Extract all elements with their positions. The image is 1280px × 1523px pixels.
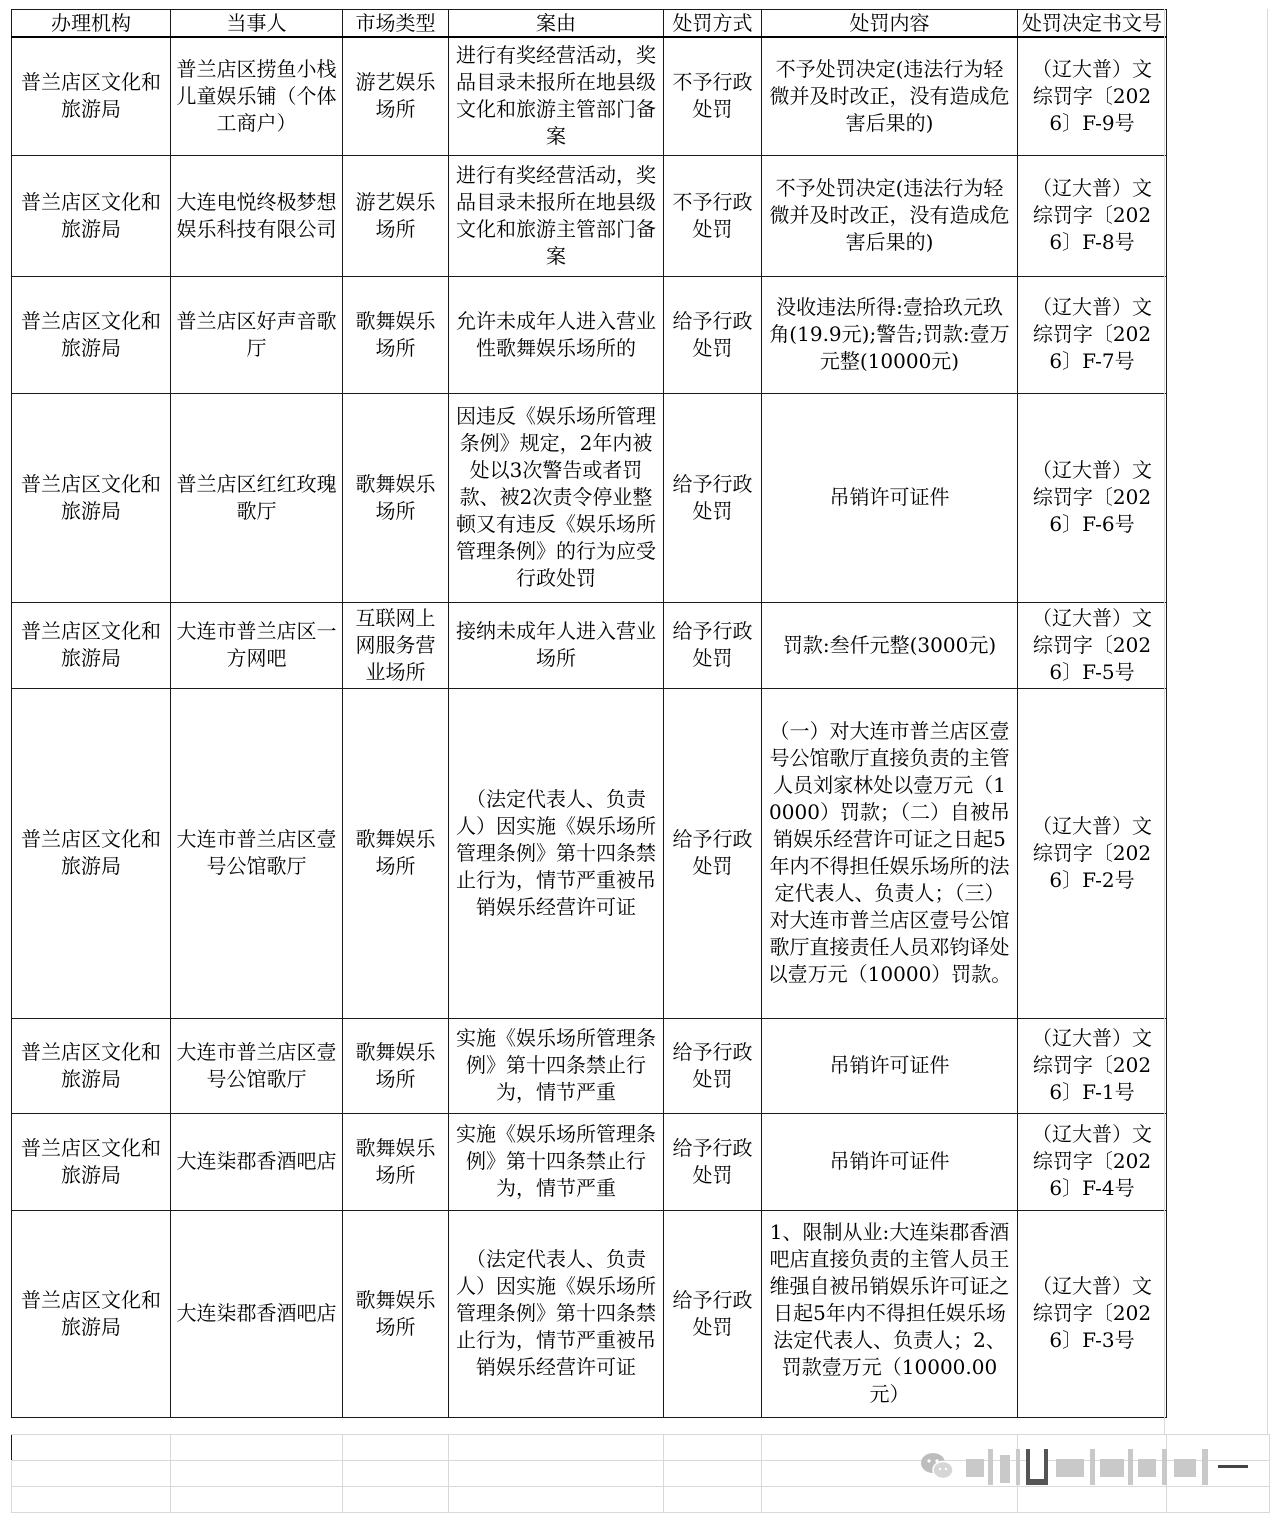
cell-method[interactable]: 给予行政处罚: [664, 1113, 762, 1210]
cell-market[interactable]: 歌舞娱乐场所: [343, 393, 449, 602]
cell-party[interactable]: 大连电悦终极梦想娱乐科技有限公司: [171, 155, 343, 276]
cell-docno[interactable]: （辽大普）文综罚字〔2026〕F-5号: [1018, 602, 1167, 688]
header-org[interactable]: 办理机构: [12, 10, 171, 38]
cell-org[interactable]: 普兰店区文化和旅游局: [12, 602, 171, 688]
cell-content[interactable]: 不予处罚决定(违法行为轻微并及时改正，没有造成危害后果的): [762, 155, 1018, 276]
cell-method[interactable]: 给予行政处罚: [664, 1210, 762, 1417]
grid-line: [1164, 9, 1165, 1435]
cell-market[interactable]: 歌舞娱乐场所: [343, 1018, 449, 1113]
header-market[interactable]: 市场类型: [343, 10, 449, 38]
header-docno[interactable]: 处罚决定书文号: [1018, 10, 1167, 38]
empty-cell[interactable]: [343, 1487, 449, 1513]
empty-cell[interactable]: [664, 1487, 762, 1513]
table-row: [12, 1210, 1167, 1417]
table-row: [12, 688, 1167, 1018]
cell-docno[interactable]: （辽大普）文综罚字〔2026〕F-2号: [1018, 688, 1167, 1018]
cell-method[interactable]: 给予行政处罚: [664, 393, 762, 602]
cell-org[interactable]: 普兰店区文化和旅游局: [12, 1113, 171, 1210]
cell-market[interactable]: 互联网上网服务营业场所: [343, 602, 449, 688]
cell-org[interactable]: 普兰店区文化和旅游局: [12, 276, 171, 393]
cell-content[interactable]: 1、限制从业:大连柒郡香酒吧店直接负责的主管人员王维强自被吊销娱乐许可证之日起5年内不得担任娱乐场法定代表人、负责人；2、罚款壹万元（10000.00元）: [762, 1210, 1018, 1417]
empty-cell[interactable]: [449, 1487, 664, 1513]
cell-content[interactable]: 没收违法所得:壹拾玖元玖角(19.9元);警告;罚款:壹万元整(10000元): [762, 276, 1018, 393]
empty-cell[interactable]: [343, 1461, 449, 1487]
empty-cell[interactable]: [12, 1461, 171, 1487]
empty-cell[interactable]: [343, 1435, 449, 1461]
cell-reason[interactable]: （法定代表人、负责人）因实施《娱乐场所管理条例》第十四条禁止行为，情节严重被吊销娱乐经营许可证: [449, 1210, 664, 1417]
cell-party[interactable]: 普兰店区捞鱼小栈儿童娱乐铺（个体工商户）: [171, 37, 343, 155]
header-content[interactable]: 处罚内容: [762, 10, 1018, 38]
table-row: [12, 276, 1167, 393]
empty-cell[interactable]: [449, 1461, 664, 1487]
cell-reason[interactable]: 进行有奖经营活动，奖品目录未报所在地县级文化和旅游主管部门备案: [449, 37, 664, 155]
empty-cell[interactable]: [171, 1435, 343, 1461]
empty-cell[interactable]: [664, 1461, 762, 1487]
cell-method[interactable]: 给予行政处罚: [664, 688, 762, 1018]
header-row: [12, 10, 1167, 38]
cell-market[interactable]: 歌舞娱乐场所: [343, 1113, 449, 1210]
empty-cell[interactable]: [12, 1435, 171, 1461]
cell-content[interactable]: 罚款:叁仟元整(3000元): [762, 602, 1018, 688]
cell-org[interactable]: 普兰店区文化和旅游局: [12, 1018, 171, 1113]
cell-docno[interactable]: （辽大普）文综罚字〔2026〕F-7号: [1018, 276, 1167, 393]
table-body: [12, 37, 1167, 1417]
table-row: [12, 155, 1167, 276]
cell-market[interactable]: 歌舞娱乐场所: [343, 688, 449, 1018]
cell-market[interactable]: 歌舞娱乐场所: [343, 276, 449, 393]
cell-market[interactable]: 歌舞娱乐场所: [343, 1210, 449, 1417]
wechat-logo-icon: [920, 1451, 954, 1481]
cell-docno[interactable]: （辽大普）文综罚字〔2026〕F-6号: [1018, 393, 1167, 602]
cell-org[interactable]: 普兰店区文化和旅游局: [12, 1210, 171, 1417]
cell-content[interactable]: 吊销许可证件: [762, 1113, 1018, 1210]
header-reason[interactable]: 案由: [449, 10, 664, 38]
cell-org[interactable]: 普兰店区文化和旅游局: [12, 155, 171, 276]
cell-method[interactable]: 给予行政处罚: [664, 602, 762, 688]
cell-reason[interactable]: 接纳未成年人进入营业场所: [449, 602, 664, 688]
cell-market[interactable]: 游艺娱乐场所: [343, 155, 449, 276]
cell-method[interactable]: 不予行政处罚: [664, 37, 762, 155]
header-method[interactable]: 处罚方式: [664, 10, 762, 38]
cell-reason[interactable]: 因违反《娱乐场所管理条例》规定，2年内被处以3次警告或者罚款、被2次责令停业整顿又有违反《娱乐场所管理条例》的行为应受行政处罚: [449, 393, 664, 602]
cell-method[interactable]: 给予行政处罚: [664, 276, 762, 393]
table-row: [12, 37, 1167, 155]
cell-org[interactable]: 普兰店区文化和旅游局: [12, 688, 171, 1018]
cell-party[interactable]: 大连市普兰店区一方网吧: [171, 602, 343, 688]
cell-reason[interactable]: 允许未成年人进入营业性歌舞娱乐场所的: [449, 276, 664, 393]
empty-cell[interactable]: [664, 1435, 762, 1461]
table-row: [12, 602, 1167, 688]
cell-method[interactable]: 不予行政处罚: [664, 155, 762, 276]
table-row: [12, 1018, 1167, 1113]
cell-market[interactable]: 游艺娱乐场所: [343, 37, 449, 155]
grid-line: [1267, 9, 1268, 1435]
empty-cell[interactable]: [171, 1461, 343, 1487]
table-row: [12, 393, 1167, 602]
header-party[interactable]: 当事人: [171, 10, 343, 38]
cell-org[interactable]: 普兰店区文化和旅游局: [12, 37, 171, 155]
cell-method[interactable]: 给予行政处罚: [664, 1018, 762, 1113]
cell-docno[interactable]: （辽大普）文综罚字〔2026〕F-4号: [1018, 1113, 1167, 1210]
cell-docno[interactable]: （辽大普）文综罚字〔2026〕F-1号: [1018, 1018, 1167, 1113]
empty-cell[interactable]: [449, 1435, 664, 1461]
cell-reason[interactable]: 进行有奖经营活动，奖品目录未报所在地县级文化和旅游主管部门备案: [449, 155, 664, 276]
table-row: [12, 1113, 1167, 1210]
penalty-table: [11, 9, 1167, 1418]
watermark: [920, 1443, 1260, 1493]
cell-reason[interactable]: 实施《娱乐场所管理条例》第十四条禁止行为，情节严重: [449, 1113, 664, 1210]
cell-docno[interactable]: （辽大普）文综罚字〔2026〕F-8号: [1018, 155, 1167, 276]
cell-reason[interactable]: （法定代表人、负责人）因实施《娱乐场所管理条例》第十四条禁止行为，情节严重被吊销娱乐经营许可证: [449, 688, 664, 1018]
cell-content[interactable]: （一）对大连市普兰店区壹号公馆歌厅直接负责的主管人员刘家林处以壹万元（10000）罚款；（二）自被吊销娱乐经营许可证之日起5年内不得担任娱乐场所的法定代表人、负责人；（三）对大连市普兰店区壹号公馆歌厅直接责任人员邓钧译处以壹万元（10000）罚款。: [762, 688, 1018, 1018]
cell-content[interactable]: 吊销许可证件: [762, 393, 1018, 602]
empty-cell[interactable]: [12, 1487, 171, 1513]
cell-party[interactable]: 大连市普兰店区壹号公馆歌厅: [171, 688, 343, 1018]
cell-docno[interactable]: （辽大普）文综罚字〔2026〕F-3号: [1018, 1210, 1167, 1417]
cell-content[interactable]: 吊销许可证件: [762, 1018, 1018, 1113]
cell-party[interactable]: 大连市普兰店区壹号公馆歌厅: [171, 1018, 343, 1113]
cell-docno[interactable]: （辽大普）文综罚字〔2026〕F-9号: [1018, 37, 1167, 155]
empty-cell[interactable]: [171, 1487, 343, 1513]
cell-org[interactable]: 普兰店区文化和旅游局: [12, 393, 171, 602]
cell-party[interactable]: 大连柒郡香酒吧店: [171, 1113, 343, 1210]
cell-reason[interactable]: 实施《娱乐场所管理条例》第十四条禁止行为，情节严重: [449, 1018, 664, 1113]
watermark-account-mark: [966, 1445, 1256, 1491]
cell-party[interactable]: 大连柒郡香酒吧店: [171, 1210, 343, 1417]
cell-party[interactable]: 普兰店区好声音歌厅: [171, 276, 343, 393]
cell-content[interactable]: 不予处罚决定(违法行为轻微并及时改正，没有造成危害后果的): [762, 37, 1018, 155]
cell-party[interactable]: 普兰店区红红玫瑰歌厅: [171, 393, 343, 602]
